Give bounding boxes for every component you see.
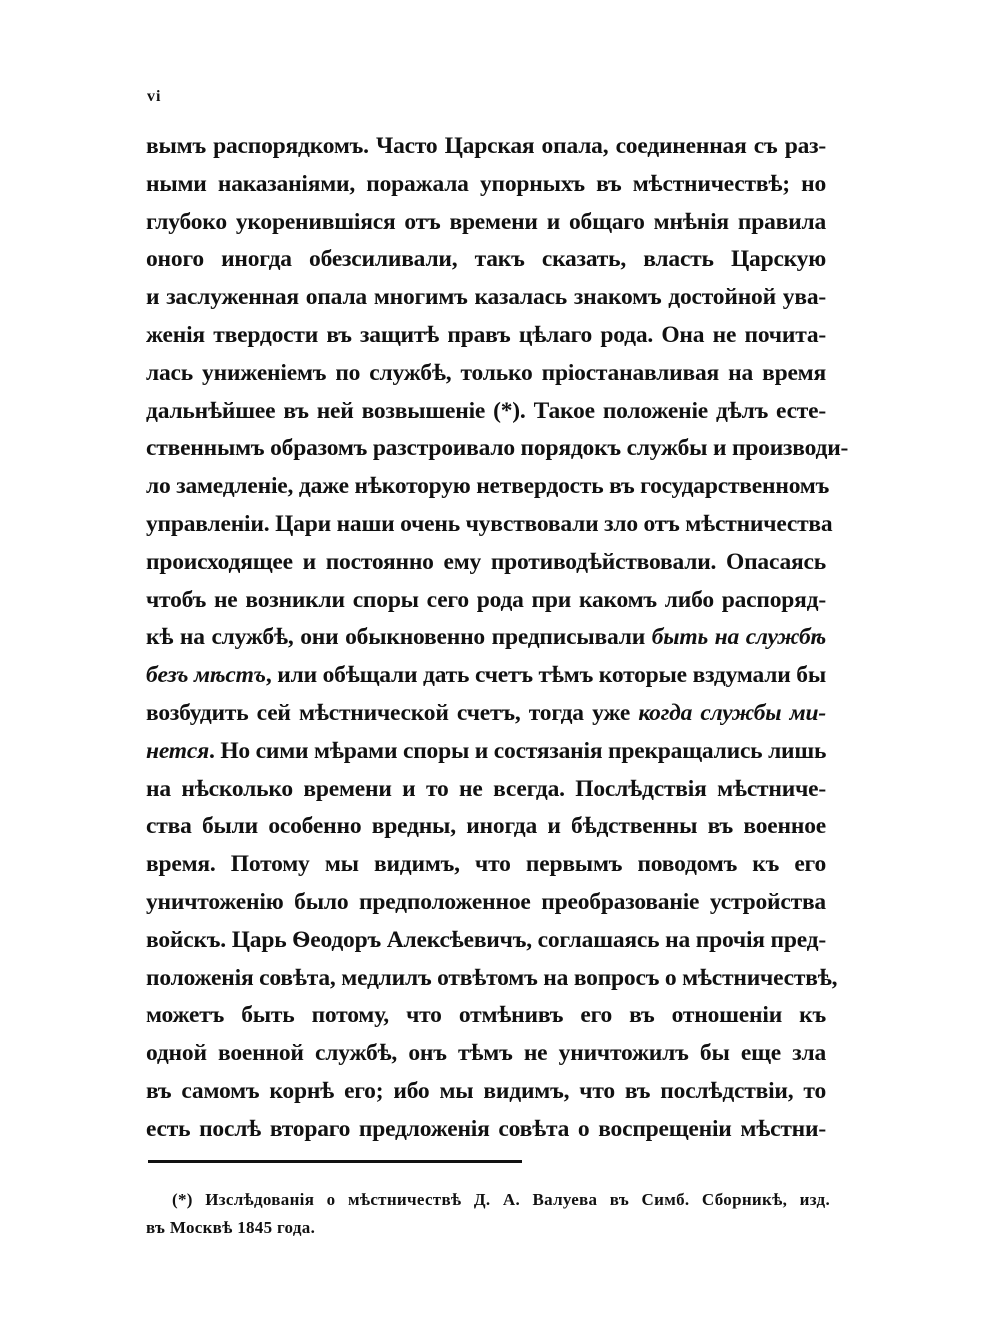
- text-line: [146, 506, 833, 544]
- text-segment: ственнымъ образомъ разстроивало порядокъ службы и производи-: [146, 435, 849, 462]
- italic-text: нется: [146, 737, 209, 764]
- italic-text: быть на службѣ: [651, 624, 826, 651]
- text-line: [146, 657, 826, 695]
- text-segment: , или обѣщали дать счетъ тѣмъ которые вздумали бы: [265, 662, 826, 689]
- text-segment: есть послѣ втораго предложенія совѣта о воспрещеніи мѣстни-: [146, 1115, 826, 1142]
- text-line: [146, 922, 826, 960]
- text-segment: войскъ. Царь Ѳеодоръ Алексѣевичъ, соглашаясь на прочія пред-: [146, 926, 826, 953]
- text-segment: ными наказаніями, поражала упорныхъ въ мѣстничествѣ; но: [146, 170, 826, 197]
- text-segment: лась униженіемъ по службѣ, только пріостанавливая на время: [146, 359, 826, 386]
- italic-text: когда службы ми-: [638, 699, 826, 726]
- text-line: [146, 771, 826, 809]
- text-line: [146, 884, 826, 922]
- text-line: [146, 317, 826, 355]
- text-line: [146, 544, 826, 582]
- text-segment: кѣ на службѣ, они обыкновенно предписывали: [146, 624, 652, 651]
- text-line: [146, 695, 826, 733]
- text-segment: управленіи. Цари наши очень чувствовали зло отъ мѣстничества: [146, 510, 833, 537]
- text-segment: одной военной службѣ, онъ тѣмъ не уничтожилъ бы еще зла: [146, 1040, 826, 1067]
- text-line: [146, 355, 826, 393]
- text-line: [146, 204, 826, 242]
- text-line: [146, 1111, 826, 1149]
- text-line: [146, 430, 849, 468]
- text-segment: на нѣсколько времени и то не всегда. Послѣдствія мѣстниче-: [146, 775, 826, 802]
- text-line: [146, 128, 826, 166]
- text-line: [146, 733, 826, 771]
- text-segment: . Но сими мѣрами споры и состязанія прекращались лишь: [208, 737, 827, 764]
- italic-text: безъ мѣстъ: [146, 662, 266, 689]
- text-line: [146, 846, 826, 884]
- text-segment: можетъ быть потому, что отмѣнивъ его въ отношеніи къ: [146, 1002, 826, 1029]
- text-segment: въ самомъ корнѣ его; ибо мы видимъ, что въ послѣдствіи, то: [146, 1077, 826, 1104]
- footnote: [146, 1186, 830, 1242]
- text-line: [146, 393, 826, 431]
- text-segment: чтобъ не возникли споры сего рода при какомъ либо распоряд-: [146, 586, 826, 613]
- text-line: [146, 468, 830, 506]
- text-line: [146, 166, 826, 204]
- page-number: vi: [147, 88, 162, 105]
- text-line: [146, 960, 838, 998]
- text-segment: ства были особенно вредны, иногда и бѣдственны въ военное: [146, 813, 826, 840]
- text-line: [146, 808, 826, 846]
- footnote-line: (*) Изслѣдованія о мѣстничествѣ Д. А. Валуева въ Симб. Сборникѣ, изд.: [172, 1190, 830, 1209]
- text-line: [146, 582, 826, 620]
- text-segment: положенія совѣта, медлилъ отвѣтомъ на вопросъ о мѣстничествѣ,: [146, 964, 838, 991]
- text-segment: оного иногда обезсиливали, такъ сказать, власть Царскую: [146, 246, 826, 273]
- text-segment: уничтоженію было предположенное преобразованіе устройства: [146, 888, 826, 915]
- text-segment: вымъ распорядкомъ. Часто Царская опала, соединенная съ раз-: [146, 133, 826, 159]
- text-segment: глубоко укоренившіяся отъ времени и общаго мнѣнія правила: [146, 208, 826, 235]
- text-segment: происходящее и постоянно ему противодѣйствовали. Опасаясь: [146, 548, 826, 575]
- text-line: [146, 1073, 826, 1111]
- footnote-line: въ Москвѣ 1845 года.: [146, 1218, 316, 1237]
- text-line: [146, 619, 826, 657]
- text-line: [146, 1035, 826, 1073]
- text-line: [146, 241, 826, 279]
- footnote-separator: [148, 1160, 522, 1163]
- text-segment: время. Потому мы видимъ, что первымъ поводомъ къ его: [146, 851, 826, 878]
- text-segment: и заслуженная опала многимъ казалась знакомъ достойной ува-: [146, 284, 826, 311]
- body-text: [146, 128, 849, 1149]
- text-line: [146, 997, 826, 1035]
- text-line: [146, 279, 826, 317]
- text-segment: возбудить сей мѣстнической счетъ, тогда уже: [146, 699, 639, 726]
- text-segment: женія твердости въ защитѣ правъ цѣлаго рода. Она не почита-: [146, 321, 826, 348]
- text-segment: дальнѣйшее въ ней возвышеніе (*). Такое положеніе дѣлъ есте-: [146, 397, 826, 424]
- text-segment: ло замедленіе, даже нѣкоторую нетвердость въ государственномъ: [146, 473, 830, 500]
